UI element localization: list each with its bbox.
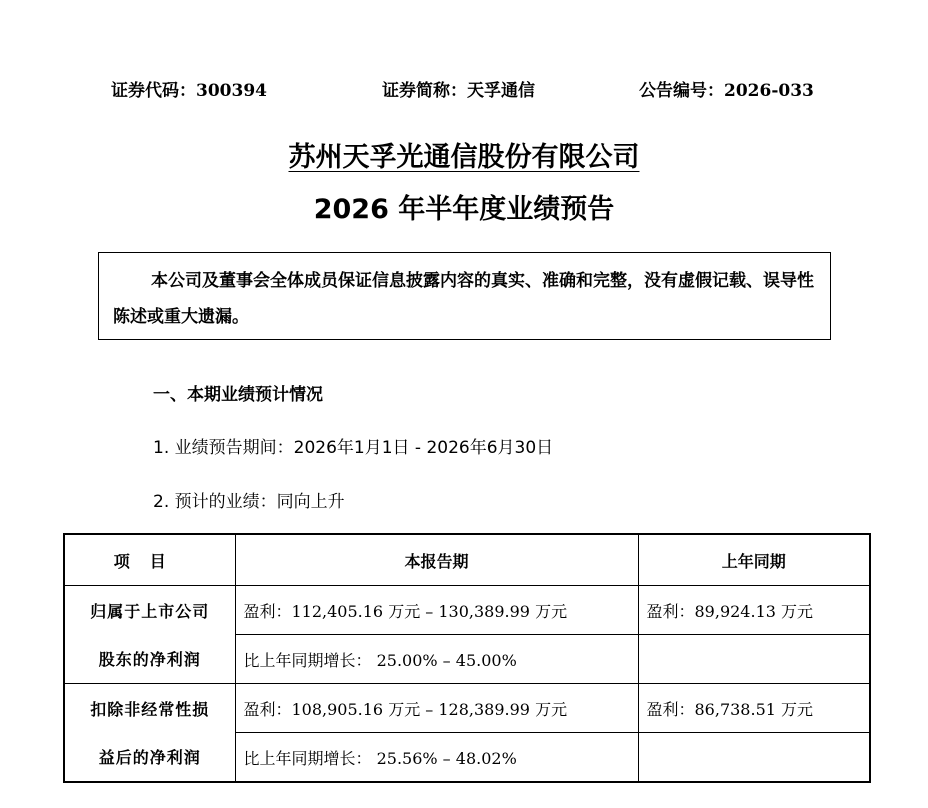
- header-current-period: 本报告期: [235, 534, 638, 586]
- forecast-trend: 2. 预计的业绩：同向上升: [153, 492, 345, 512]
- report-title: 2026 年半年度业绩预告: [313, 194, 615, 225]
- prior-growth: [638, 733, 870, 783]
- growth-rate: 比上年同期增长： 25.56% – 48.02%: [235, 733, 638, 783]
- row-label: 扣除非经常性损: [64, 684, 235, 733]
- header-prior-period: 上年同期: [638, 534, 870, 586]
- prior-profit: 盈利：89,924.13 万元: [638, 586, 870, 635]
- stock-code: 证券代码：300394: [111, 81, 267, 101]
- prior-growth: [638, 635, 870, 684]
- announcement-number: 公告编号：2026-033: [639, 81, 814, 101]
- prior-profit: 盈利：86,738.51 万元: [638, 684, 870, 733]
- disclaimer-box: [98, 252, 831, 340]
- disclaimer-text: 本公司及董事会全体成员保证信息披露内容的真实、准确和完整，没有虚假记载、误导性陈述或重大遗漏。: [113, 271, 814, 327]
- table-row: [64, 635, 870, 684]
- current-profit: 盈利：112,405.16 万元 – 130,389.99 万元: [235, 586, 638, 635]
- forecast-table: [63, 533, 871, 783]
- forecast-period: 1. 业绩预告期间：2026年1月1日 - 2026年6月30日: [153, 438, 554, 458]
- document-header: [0, 76, 928, 100]
- row-label: 归属于上市公司: [64, 586, 235, 635]
- growth-rate: 比上年同期增长： 25.00% – 45.00%: [235, 635, 638, 684]
- table-row: [64, 586, 870, 635]
- row-label: 股东的净利润: [64, 635, 235, 684]
- header-item: 项目: [64, 534, 235, 586]
- section-heading: 一、本期业绩预计情况: [153, 385, 323, 405]
- table-row: [64, 733, 870, 783]
- stock-abbreviation: 证券简称：天孚通信: [382, 81, 535, 101]
- company-name: 苏州天孚光通信股份有限公司: [288, 142, 640, 173]
- table-header-row: [64, 534, 870, 586]
- current-profit: 盈利：108,905.16 万元 – 128,389.99 万元: [235, 684, 638, 733]
- table-row: [64, 684, 870, 733]
- company-title: [0, 140, 928, 176]
- row-label: 益后的净利润: [64, 733, 235, 783]
